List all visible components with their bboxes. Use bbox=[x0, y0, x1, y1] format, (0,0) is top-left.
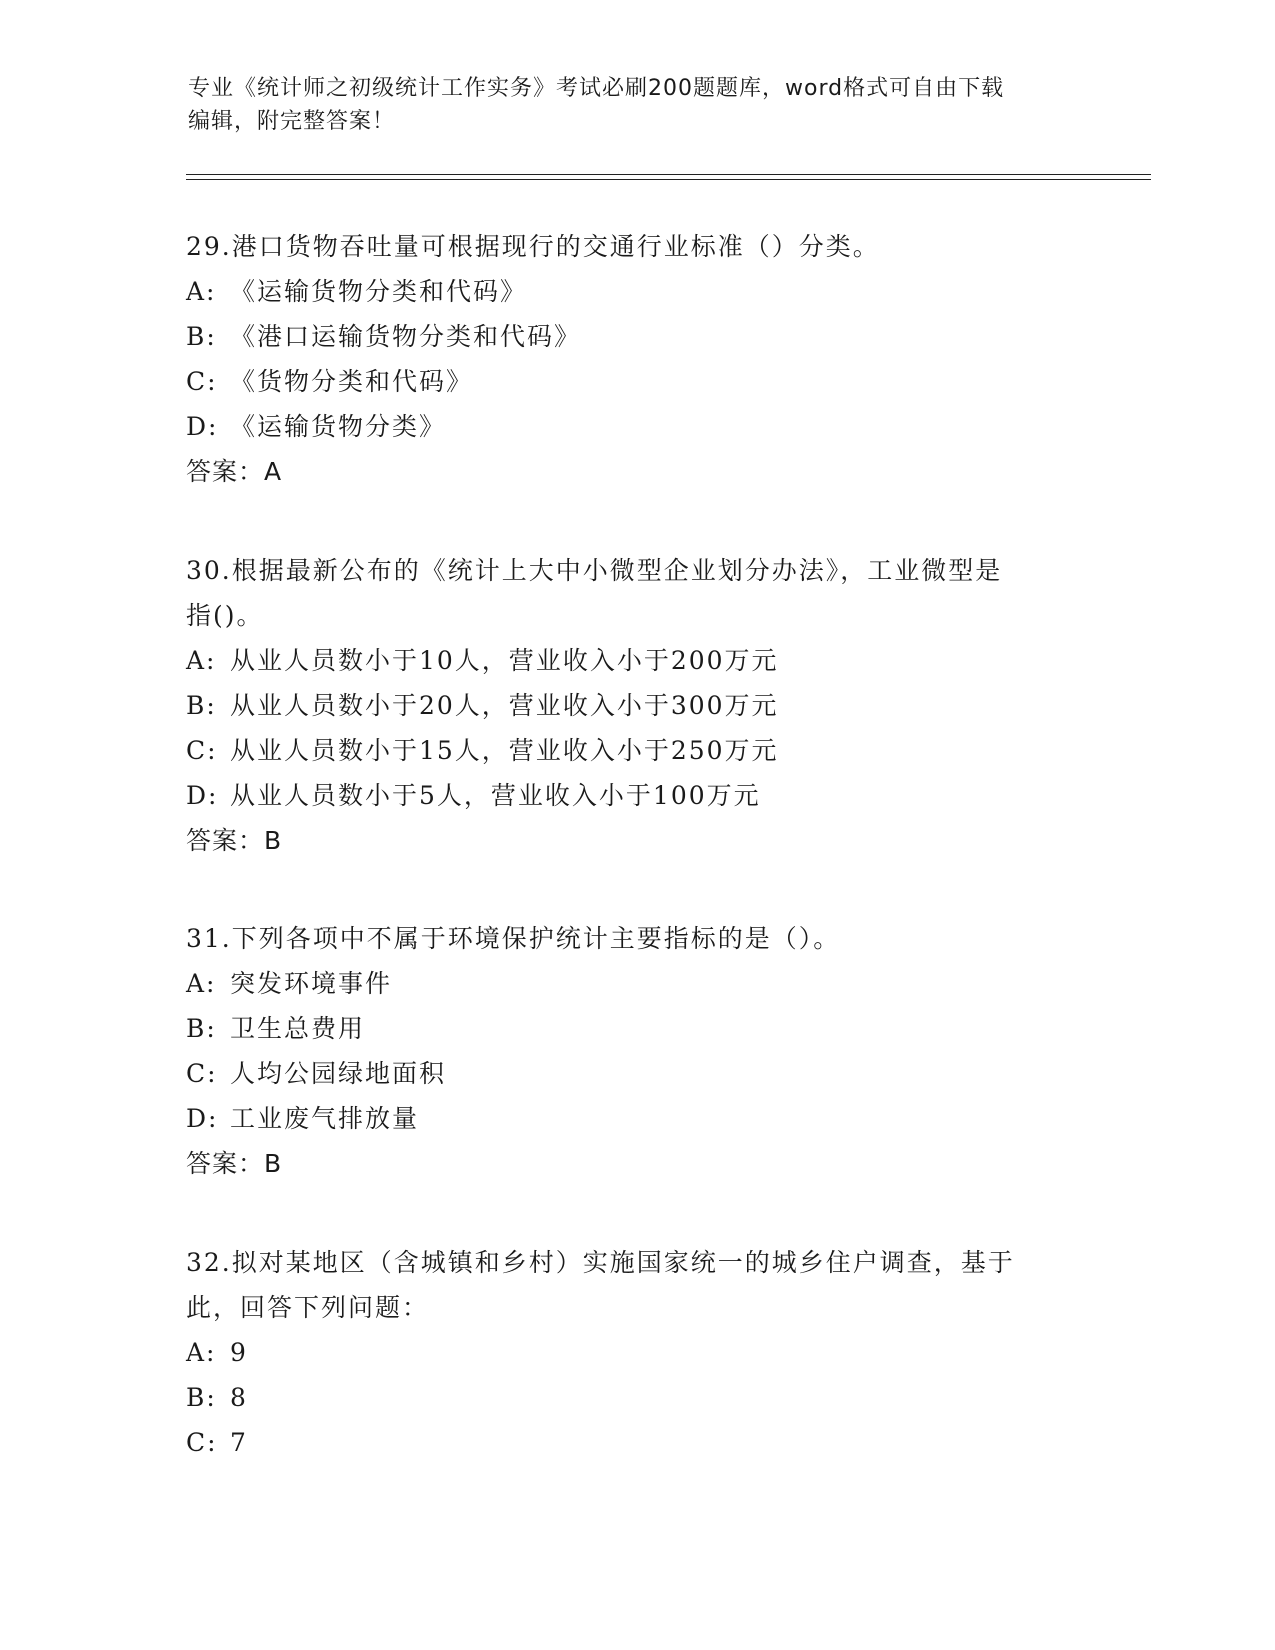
option-key: A: bbox=[186, 1338, 217, 1367]
header-divider-top bbox=[186, 174, 1151, 175]
option-key: B: bbox=[186, 322, 217, 351]
option-a bbox=[186, 269, 1086, 314]
option-c bbox=[186, 728, 1086, 773]
option-key: B: bbox=[186, 1014, 217, 1043]
option-text: 《运输货物分类和代码》 bbox=[230, 277, 528, 306]
option-d bbox=[186, 773, 1086, 818]
header-line-2: 编辑，附完整答案！ bbox=[188, 109, 396, 134]
option-a bbox=[186, 1330, 1086, 1375]
option-text: 突发环境事件 bbox=[230, 969, 393, 998]
option-text: 《港口运输货物分类和代码》 bbox=[230, 322, 582, 351]
header-line-1: 专业《统计师之初级统计工作实务》考试必刷200题题库，word格式可自由下载 bbox=[188, 76, 1005, 101]
option-key: B: bbox=[186, 1383, 217, 1412]
question-stem-line-2: 指()。 bbox=[186, 601, 264, 630]
option-c bbox=[186, 1420, 1086, 1465]
option-text: 从业人员数小于20人，营业收入小于300万元 bbox=[230, 691, 779, 720]
option-key: C: bbox=[186, 367, 218, 396]
question-30 bbox=[186, 548, 1086, 863]
option-b bbox=[186, 1006, 1086, 1051]
option-text: 7 bbox=[230, 1428, 248, 1457]
question-29 bbox=[186, 224, 1086, 494]
option-b bbox=[186, 314, 1086, 359]
option-key: A: bbox=[186, 646, 217, 675]
question-stem-line-2: 此，回答下列问题： bbox=[186, 1293, 430, 1322]
option-b bbox=[186, 683, 1086, 728]
option-a bbox=[186, 638, 1086, 683]
answer-line: 答案：B bbox=[186, 1149, 283, 1178]
question-stem: 29.港口货物吞吐量可根据现行的交通行业标准（）分类。 bbox=[186, 232, 880, 261]
question-stem: 31.下列各项中不属于环境保护统计主要指标的是（）。 bbox=[186, 924, 841, 953]
option-d bbox=[186, 1096, 1086, 1141]
option-key: D: bbox=[186, 1104, 219, 1133]
question-31 bbox=[186, 916, 1086, 1186]
option-c bbox=[186, 359, 1086, 404]
option-text: 《货物分类和代码》 bbox=[230, 367, 474, 396]
option-text: 卫生总费用 bbox=[230, 1014, 366, 1043]
option-c bbox=[186, 1051, 1086, 1096]
option-d bbox=[186, 404, 1086, 449]
answer-line: 答案：B bbox=[186, 826, 283, 855]
option-b bbox=[186, 1375, 1086, 1420]
option-key: C: bbox=[186, 1059, 218, 1088]
question-32 bbox=[186, 1240, 1086, 1465]
question-stem-line-1: 30.根据最新公布的《统计上大中小微型企业划分办法》，工业微型是 bbox=[186, 556, 1003, 585]
document-header bbox=[188, 72, 1088, 138]
option-text: 人均公园绿地面积 bbox=[230, 1059, 447, 1088]
option-text: 工业废气排放量 bbox=[230, 1104, 420, 1133]
answer-line: 答案：A bbox=[186, 457, 283, 486]
option-key: D: bbox=[186, 412, 219, 441]
question-stem-line-1: 32.拟对某地区（含城镇和乡村）实施国家统一的城乡住户调查，基于 bbox=[186, 1248, 1015, 1277]
option-key: B: bbox=[186, 691, 217, 720]
option-text: 从业人员数小于15人，营业收入小于250万元 bbox=[230, 736, 779, 765]
header-divider-bottom bbox=[186, 179, 1151, 180]
option-key: D: bbox=[186, 781, 219, 810]
option-text: 从业人员数小于5人，营业收入小于100万元 bbox=[230, 781, 761, 810]
option-text: 《运输货物分类》 bbox=[230, 412, 447, 441]
option-text: 从业人员数小于10人，营业收入小于200万元 bbox=[230, 646, 779, 675]
option-key: C: bbox=[186, 1428, 218, 1457]
option-text: 9 bbox=[230, 1338, 248, 1367]
option-text: 8 bbox=[230, 1383, 248, 1412]
option-key: C: bbox=[186, 736, 218, 765]
option-key: A: bbox=[186, 277, 217, 306]
option-key: A: bbox=[186, 969, 217, 998]
option-a bbox=[186, 961, 1086, 1006]
